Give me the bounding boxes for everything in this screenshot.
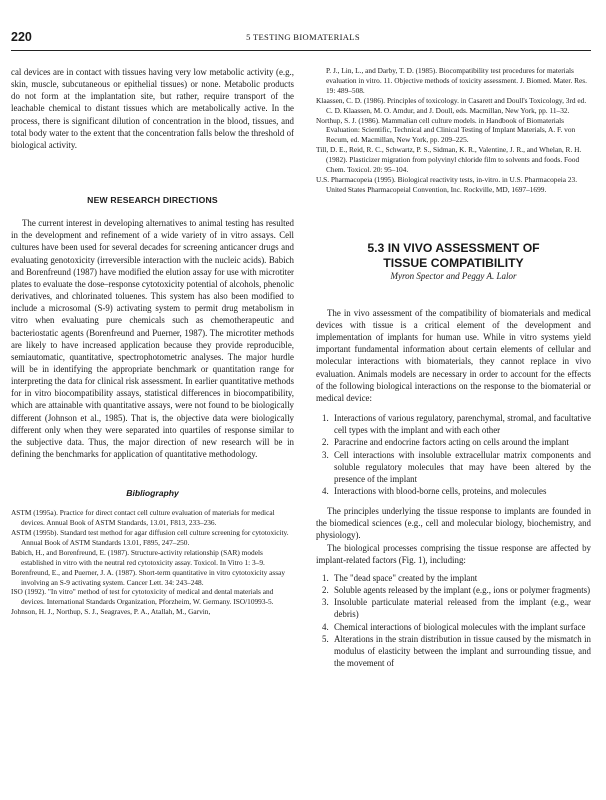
interaction-item: 4. Interactions with blood-borne cells, proteins, and molecules bbox=[322, 485, 547, 496]
left-column bbox=[11, 66, 294, 617]
reference-item: Borenfreund, E., and Puerner, J. A. (1987). Short-term quantitative in vitro cytotoxicity assay involving an S-9 activating system. Cancer Lett. 34: 243–248. bbox=[11, 567, 286, 587]
interaction-item: 1. Interactions of various regulatory, parenchymal, stromal, and facultative cell types with the implant and with each other bbox=[322, 413, 591, 436]
section-authors: Myron Spector and Peggy A. Lalor bbox=[390, 270, 517, 281]
reference-continued: P. J., Lin, L., and Darby, T. D. (1985). Biocompatibility test procedures for materials evaluation in vitro. 11. Objective methods of toxicity assessment. J. Biomed. Mater. Res. 19: 489–508. bbox=[326, 66, 588, 95]
right-column bbox=[316, 66, 591, 669]
reference-item: Babich, H., and Borenfreund, E. (1987). Structure-activity relationship (SAR) models established in vitro with the neutral red cytotoxicity assay. Toxicol. In Vitro 1: 3–9. bbox=[11, 547, 265, 567]
reference-item: ISO (1992). "In vitro" method of test for cytotoxicity of medical and dental materials and devices. International Standards Organization, Pforzheim, W. Germany. ISO/10993-5. bbox=[11, 587, 274, 607]
header-rule bbox=[11, 50, 591, 51]
section-heading-line-1: 5.3 IN VIVO ASSESSMENT OF bbox=[367, 240, 540, 255]
principles-paragraph: The principles underlying the tissue response to implants are founded in the biomedical sciences (e.g., cell and molecular biology, biochemistry, and physiology). bbox=[316, 506, 591, 541]
bibliography-heading: Bibliography bbox=[126, 488, 179, 499]
reference-item: Till, D. E., Reid, R. C., Schwartz, P. S., Sidman, K. R., Valentine, J. R., and Whelan, R. H. (1982). Plasticizer migration from polyvinyl chloride film to solvents and foods. Food Chem. Toxicol. 20: 95–104. bbox=[316, 145, 582, 175]
new-research-paragraph: The current interest in developing alternatives to animal testing has resulted in the development and refinement of a wide variety of in vitro assays. Cell cultures have been used for several decades for screening anticancer drugs and evaluating genotoxicity (irreversible interaction with the nucleic acids). Babich and Borenfreund (1987) have modified the elution assay for use with microtiter plates to evaluate the dose–response cytotoxicity potential of alcohols, phenolic derivatives, and chlorinated toluenes. This system has also been modified to include a microsomal (S-9) activating system to permit drug metabolism in vitro when evaluating pure chemicals such as chemotherapeutic and bacteriostatic agents (Borenfreund and Puerner, 1987). The microtiter methods are likely to have increased application because they provide reproducible, semiautomatic, quantitative, spectrophotometric analyses. The major hurdle will be in identifying the appropriate benchmark or quantitation range for interpreting the data for clinical risk assessment. In earlier quantitative methods for in vitro biocompatibility assays, statistical differences in biocompatibility, which are attainable with quantitative assays, were not found to be biologically different (Johnson et al., 1985). That is, the objective data were biologically different only when they were separated into quartiles of response similar to the subjective data. Thus, the major direction of new research will be in defining the benchmarks for application of quantitative methodology. bbox=[11, 218, 294, 460]
intro-paragraph: cal devices are in contact with tissues having very low metabolic activity (e.g., skin, muscle, subcutaneous or epithelial tissues) or none. Metabolic products do not form at the implantation site, but rather, require transport of the leachable chemical to distant tissues which are metabolically active. In the process, there is significant dilution of concentration in the blood, tissues, and total body water to the extent that the concentration falls below the threshold of biological activity. bbox=[11, 67, 294, 150]
factor-item: 1. The "dead space" created by the implant bbox=[322, 572, 478, 583]
processes-paragraph: The biological processes comprising the tissue response are affected by implant-related factors (Fig. 1), including: bbox=[316, 542, 591, 565]
reference-item: Northup, S. J. (1986). Mammalian cell culture models. in Handbook of Biomaterials Evaluation: Scientific, Technical and Clinical Testing of Implant Materials, A. F. von Recum, ed. Macmillan, New York, pp. 209–225. bbox=[316, 115, 576, 145]
page-header bbox=[0, 30, 606, 48]
factor-item: 3. Insoluble particulate material released from the implant (e.g., wear debris) bbox=[322, 597, 591, 620]
interaction-item: 2. Paracrine and endocrine factors acting on cells around the implant bbox=[322, 437, 569, 448]
reference-item: ASTM (1995b). Standard test method for agar diffusion cell culture screening for cytotoxicity. Annual Book of ASTM Standards 13.01, F895, 247–250. bbox=[11, 528, 289, 547]
page-number: 220 bbox=[11, 30, 32, 44]
factor-item: 2. Soluble agents released by the implant (e.g., ions or polymer fragments) bbox=[322, 585, 591, 596]
implant-factors-list bbox=[316, 572, 591, 669]
reference-item: ASTM (1995a). Practice for direct contact cell culture evaluation of materials for medical devices. Annual Book of ASTM Standards, 13.01, F813, 233–236. bbox=[11, 508, 275, 528]
factor-item: 5. Alterations in the strain distribution in tissue caused by the mismatch in modulus of elasticity between the implant and surrounding tissue, and the movement of bbox=[322, 633, 591, 668]
bibliography-list-left bbox=[11, 508, 294, 617]
factor-item: 4. Chemical interactions of biological molecules with the implant surface bbox=[322, 621, 586, 632]
reference-item: Johnson, H. J., Northup, S. J., Seagraves, P. A., Atallah, M., Garvin, bbox=[11, 607, 211, 617]
new-research-heading: NEW RESEARCH DIRECTIONS bbox=[87, 195, 218, 206]
section-heading bbox=[316, 241, 591, 271]
interaction-item: 3. Cell interactions with insoluble extracellular matrix components and soluble regulatory molecules that may have been altered by the presence of the implant bbox=[322, 449, 591, 484]
section-heading-line-2: TISSUE COMPATIBILITY bbox=[383, 255, 524, 270]
reference-item: U.S. Pharmacopeia (1995). Biological reactivity tests, in-vitro. in U.S. Pharmacopeia 23. United States Pharmacopeial Convention, Inc. Rockville, MD, 1697–1699. bbox=[316, 174, 578, 194]
reference-item: Klaassen, C. D. (1986). Principles of toxicology. in Casarett and Doull's Toxicology, 3rd ed. C. D. Klaassen, M. O. Amdur, and J. Doull, eds. Macmillan, New York, pp. 11–32. bbox=[316, 95, 587, 115]
section-intro-paragraph: The in vivo assessment of the compatibility of biomaterials and medical devices with tissue is a critical element of the development and implementation of implants for human use. While in vitro systems yield important fundamental information about certain elements of cellular and molecular interactions with biomaterials, they cannot replace in vivo evaluation. Animals models are necessary in order to account for the effects of the following biological interactions on the response to the biomaterial or medical device: bbox=[316, 307, 591, 403]
interactions-list bbox=[316, 412, 591, 497]
running-head: 5 TESTING BIOMATERIALS bbox=[246, 32, 360, 42]
bibliography-list-right bbox=[316, 66, 591, 195]
